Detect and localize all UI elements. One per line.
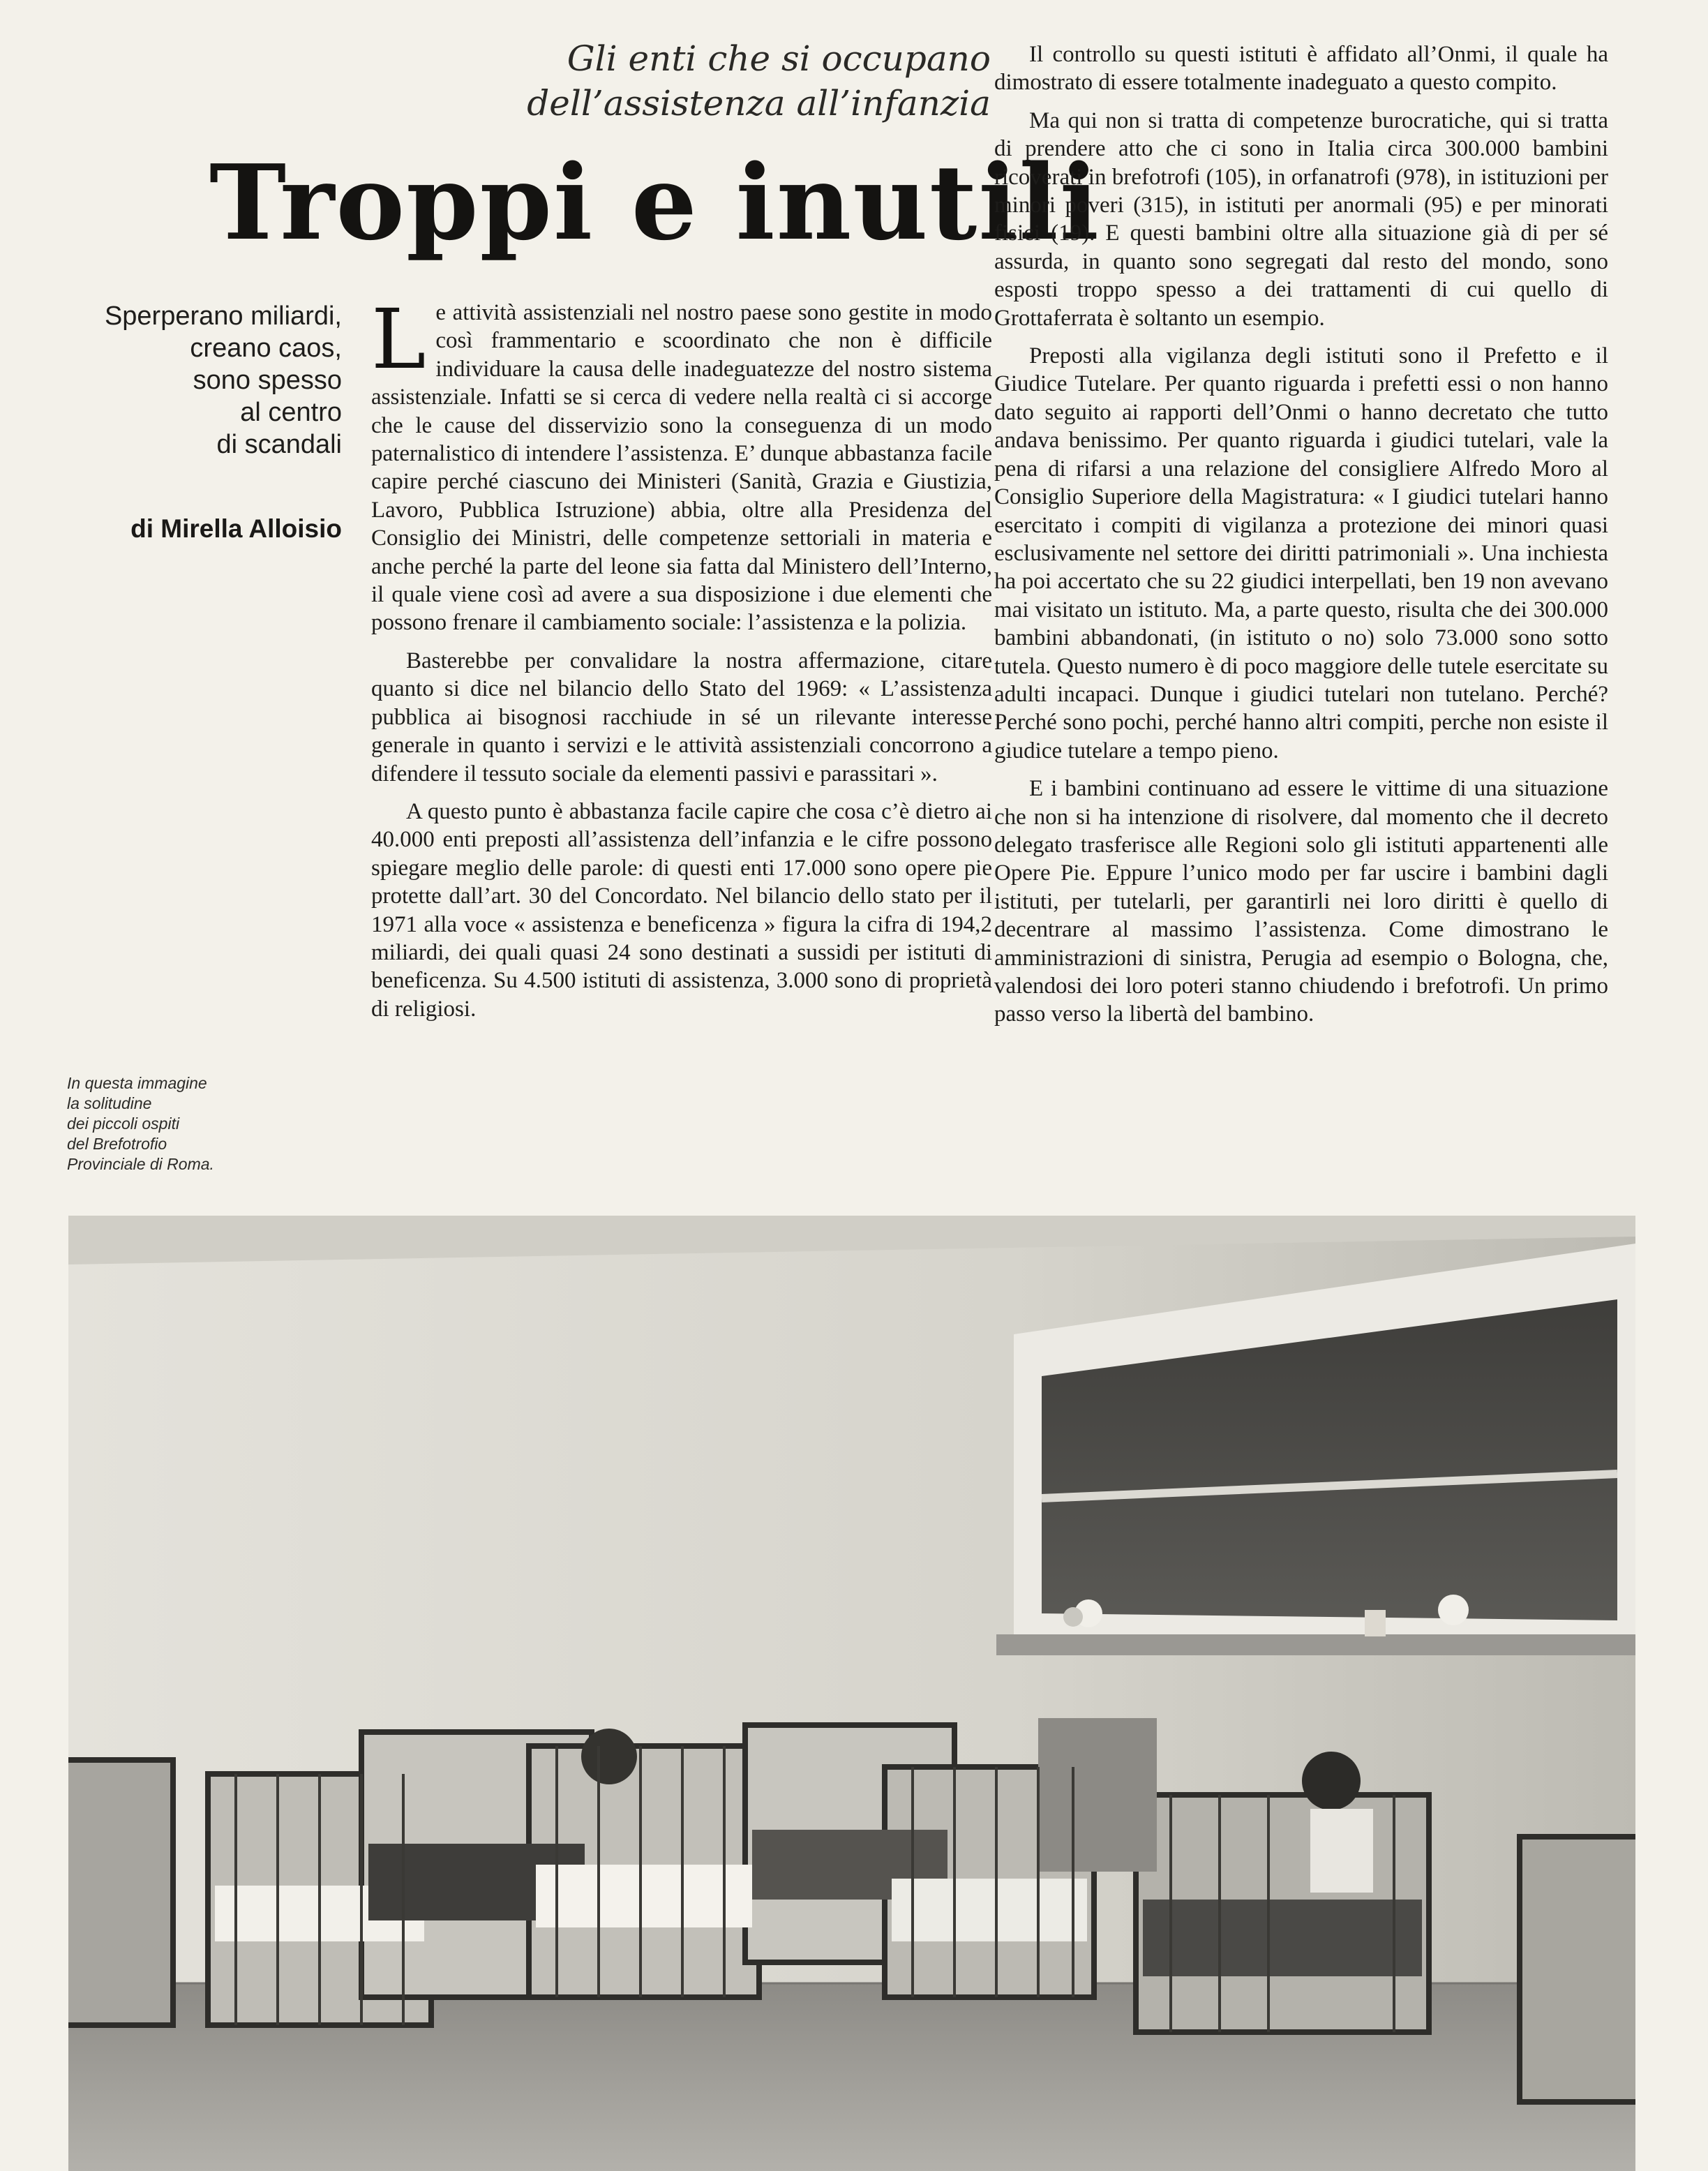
caption-line: In questa immagine [67,1074,207,1092]
deck-line: creano caos, [190,334,342,363]
body-paragraph: E i bambini continuano ad essere le vittime di una situazione che non si ha intenzione di risolvere, dal momento che il decreto delegato trasferisce alle Regioni solo gli istituti appartenenti alle Opere Pie. Eppure l’unico modo per far uscire i bambini dagli istituti, per tutelarli, per garantirli nei loro diritti è quello di decentrare al massimo l’assistenza. Come dimostrano le amministrazioni di sinistra, Perugia ad esempio o Bologna, che, valendosi dei loro poteri stanno chiudendo i brefotrofi. Un primo passo verso la libertà del bambino. [994,776,1608,1027]
caption-line: dei piccoli ospiti [67,1114,180,1133]
deck-line: sono spesso [193,366,342,395]
kicker-line-1: Gli enti che si occupano [567,38,991,79]
body-paragraph: Ma qui non si tratta di competenze burocratiche, qui si tratta di prendere atto che ci sono in Italia circa 300.000 bambini ricoverati in brefotrofi (105), in orfanatrofi (978), in istituzioni per minori poveri (315), in istituti per anormali (95) e per minorati fisici (19). E questi bambini oltre alla situazione già di per sé assurda, in quanto sono segregati dal resto del mondo, sono esposti troppo spesso a dei trattamenti di cui quello di Grottaferrata è soltanto un esempio. [994,107,1608,331]
body-paragraph: Preposti alla vigilanza degli istituti sono il Prefetto e il Giudice Tutelare. Per quanto riguarda i prefetti essi o non hanno dato seguito ai rapporti dell’Onmi o hanno decretato che tutto andava benissimo. Per quanto riguarda i giudici tutelari, vale la pena di rifarsi a una relazione del consigliere Alfredo Moro al Consiglio Superiore della Magistratura: « I giudici tutelari hanno esercitato i compiti di vigilanza a protezione dei minori quasi esclusivamente nel settore dei diritti patrimoniali ». Una inchiesta ha poi accertato che su 22 giudici interpellati, ben 19 non avevano mai visitato un istituto. Ma, a parte questo, risulta che dei 300.000 bambini abbandonati, (in istituto o no) solo 73.000 sono sotto tutela. Questo numero è di poco maggiore delle tutele esercitate su adulti incapaci. Dunque i giudici tutelari non tutelano. Perché? Perché sono pochi, perché hanno altri compiti, perche non esiste il giudice tutelare a tempo pieno. [994,343,1608,763]
body-paragraph: Il controllo su questi istituti è affidato all’Onmi, il quale ha dimostrato di essere totalmente inadeguato a questo compito. [994,42,1608,96]
caption-line: la solitudine [67,1094,152,1112]
body-paragraph: A questo punto è abbastanza facile capire che cosa c’è dietro ai 40.000 enti preposti all’assistenza dell’infanzia e le cifre possono spiegare meglio delle parole: di questi enti 17.000 sono opere pie protette dall’art. 30 del Concordato. Nel bilancio dello stato per il 1971 alla voce « assistenza e beneficenza » figura la cifra di 194,2 miliardi, dei quali quasi 24 sono destinati a sussidi per istituti di beneficenza. Su 4.500 istituti di assistenza, 3.000 sono di proprietà di religiosi. [371,798,992,1022]
deck-line: al centro [240,398,342,427]
photo-caption [67,1073,346,1174]
deck-line: Sperperano miliardi, [104,301,342,331]
body-paragraph: Basterebbe per convalidare la nostra affermazione, citare quanto si dice nel bilancio dello Stato del 1969: « L’assistenza pubblica ai bisognosi racchiude in sé un rilevante interesse generale in quanto i servizi e le attività assistenziali concorrono a difendere il tessuto sociale da elementi passivi e parassitari ». [371,648,992,786]
paragraph-text: e attività assistenziali nel nostro paese sono gestite in modo così frammentario e scoordinato che non è difficile individuare la causa delle inadeguatezze del nostro sistema assistenziale. Infatti se si cerca di vedere nella realtà ci si accorge che le cause del disservizio sono la conseguenza di un modo paternalistico di intendere l’assistenza. E’ dunque abbastanza facile capire perché ciascuno dei Ministeri (Sanità, Grazia e Giustizia, Lavoro, Pubblica Istruzione) abbia, oltre alla Presidenza del Consiglio dei Ministri, delle competenze settoriali in materia e anche perché la parte del leone sia fatta dal Ministero dell’Interno, il quale viene così ad avere a sua disposizione i due elementi che possono frenare il cambiamento sociale: l’assistenza e la polizia. [371,300,992,636]
dormitory-photo-illustration [68,1216,1635,2171]
drop-cap: L [371,291,426,387]
byline: di Mirella Alloisio [130,514,342,543]
deck-line: di scandali [216,430,342,459]
kicker-line-2: dell’assistenza all’infanzia [527,83,991,124]
kicker [391,36,991,126]
deck [42,300,342,461]
body-column-right [994,40,1608,1029]
headline: Troppi e inutili [209,142,1100,263]
body-column-center [371,291,992,1023]
caption-line: del Brefotrofio [67,1135,167,1153]
caption-line: Provinciale di Roma. [67,1155,214,1173]
body-paragraph [371,291,992,637]
dormitory-photo [68,1216,1635,2171]
